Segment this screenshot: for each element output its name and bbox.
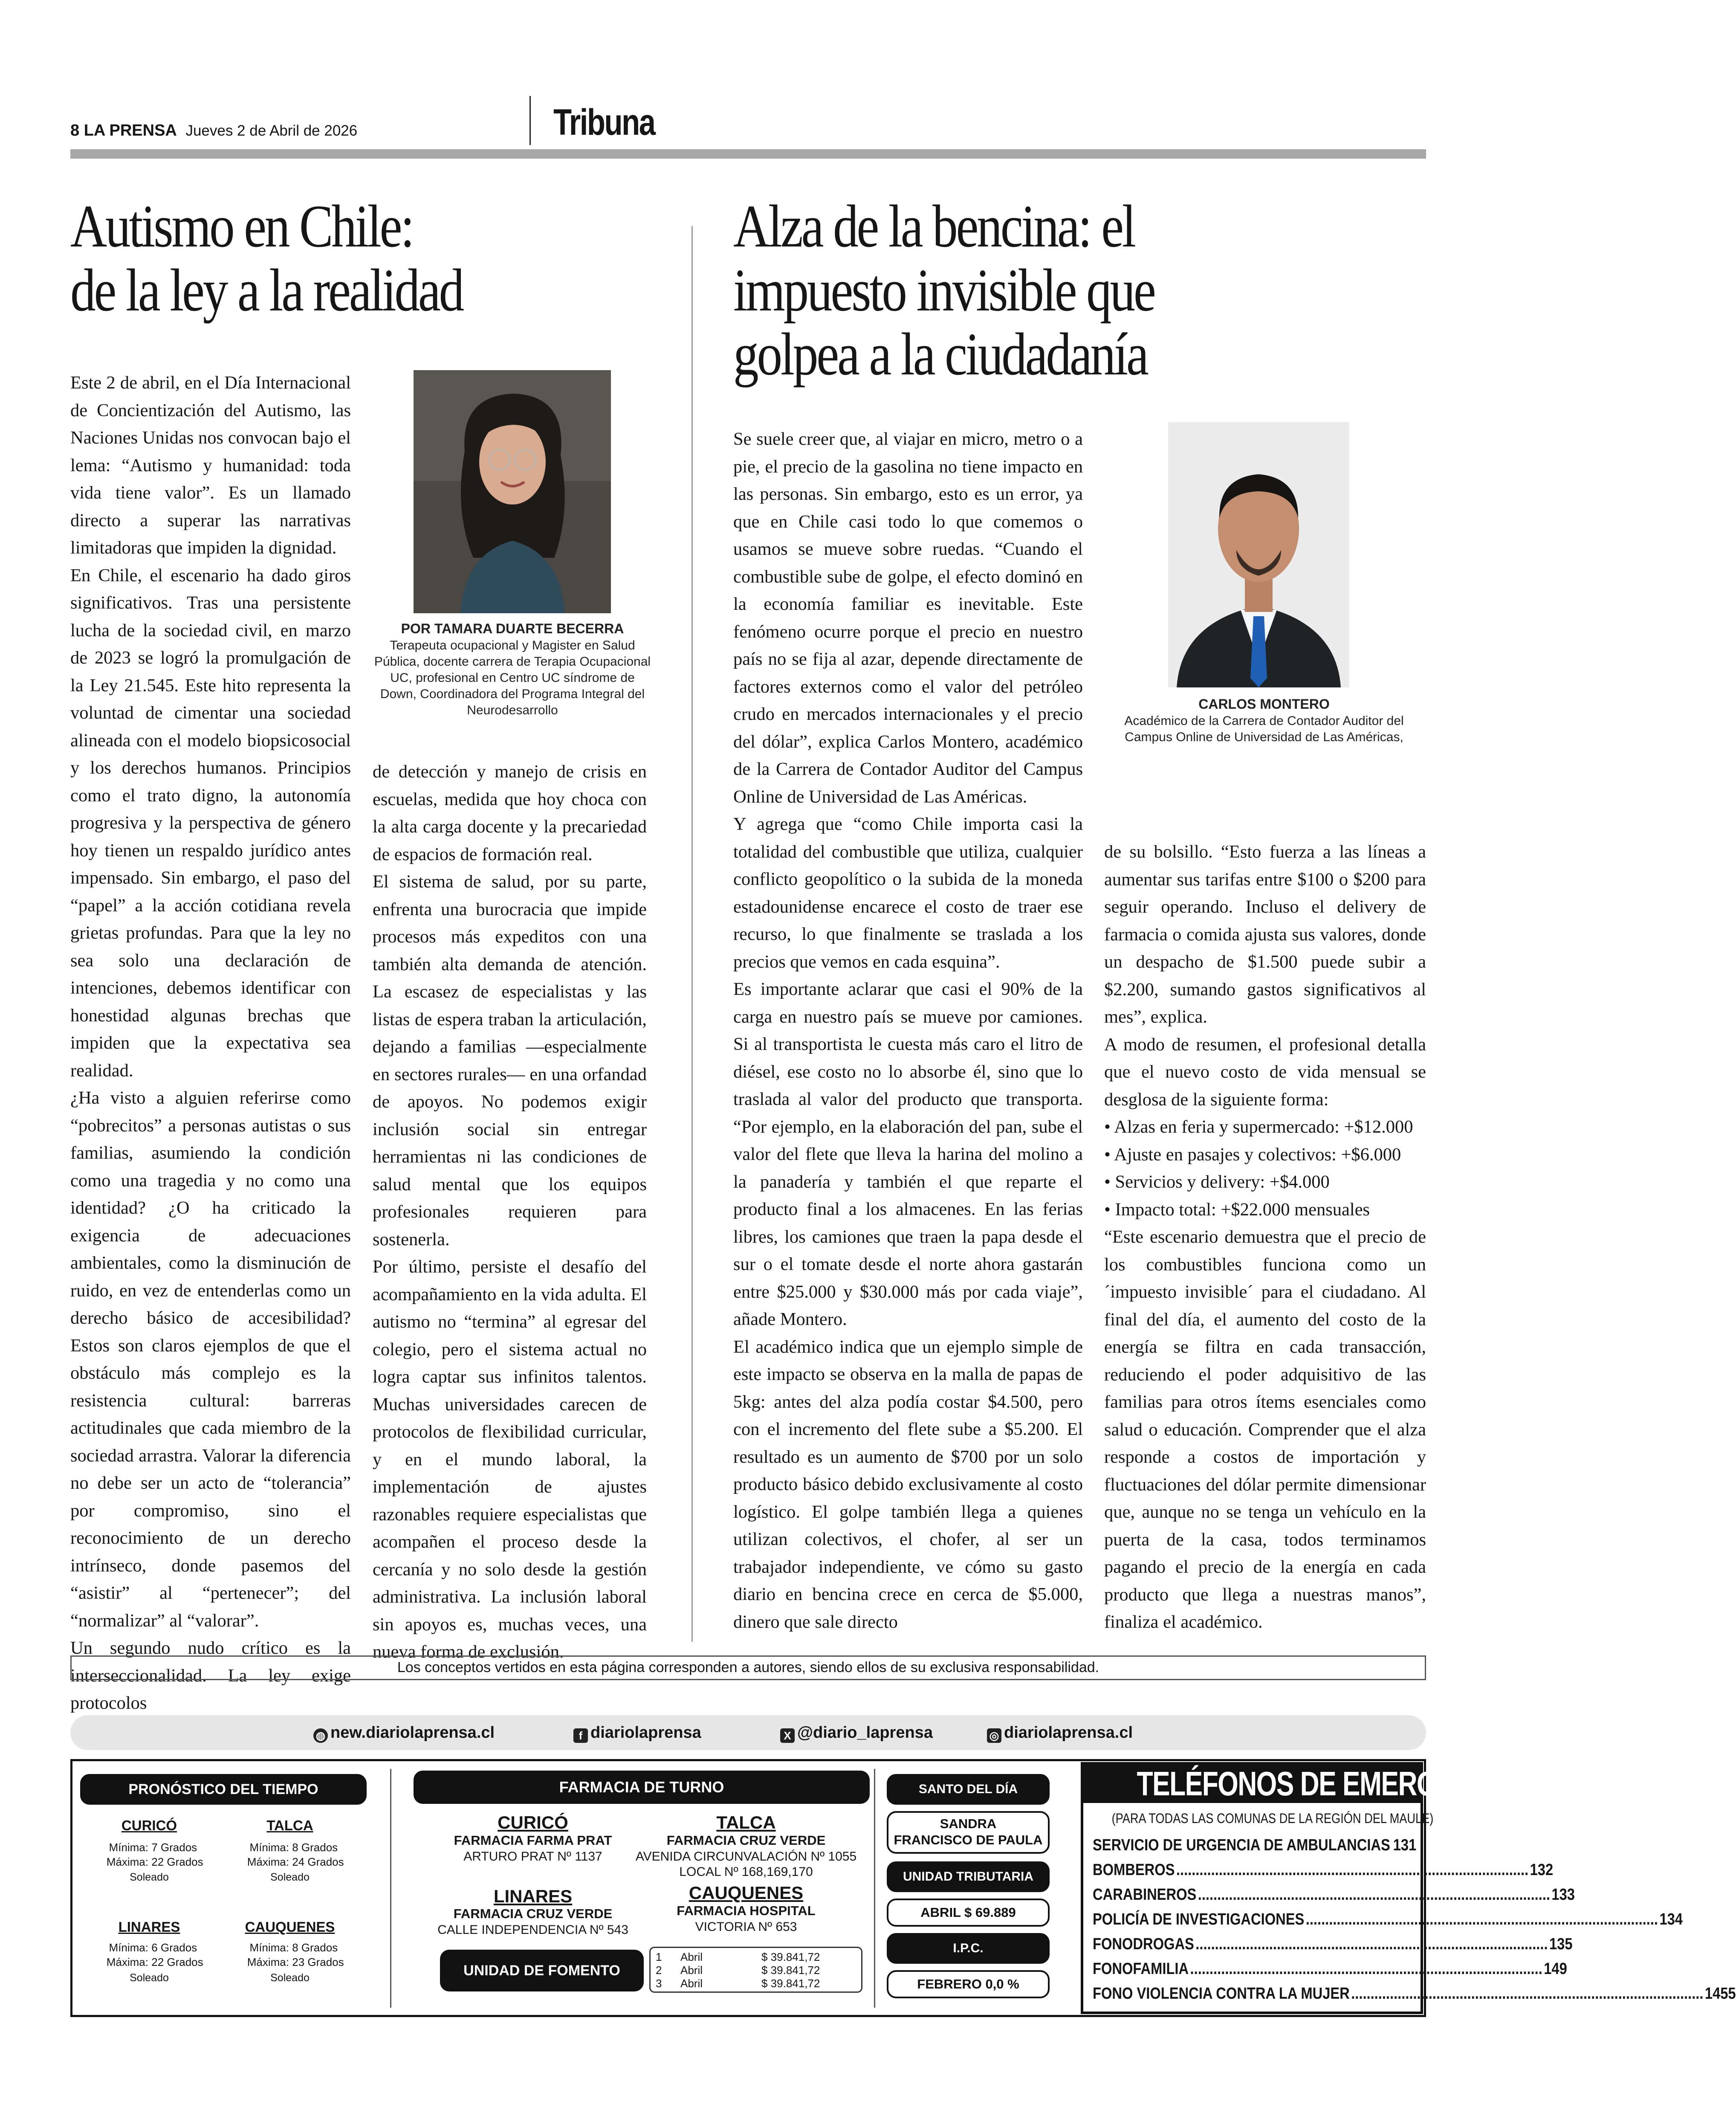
- emergency-number[interactable]: 131: [1393, 1836, 1417, 1854]
- emergency-label: FONO VIOLENCIA CONTRA LA MUJER: [1093, 1985, 1350, 2003]
- max-temp: 23 Grados: [292, 1956, 344, 1968]
- social-instagram[interactable]: [987, 1724, 1133, 1743]
- pharmacy-address: AVENIDA CIRCUNVALACIÓN Nº 1055: [635, 1849, 857, 1864]
- author-name: CARLOS MONTERO: [1198, 696, 1330, 712]
- max-label: Máxima:: [247, 1855, 289, 1868]
- saint-name-line: SANDRA: [940, 1816, 997, 1831]
- weather-temps: [239, 1840, 344, 1869]
- weather-city: CURICÓ: [121, 1817, 177, 1833]
- paragraph: En Chile, el escenario ha dado giros significativos. Tras una persistente lucha de la sociedad civil, en marzo de 2023 se logró la promulgación de la Ley 21.545. Este hito representa la voluntad de cimentar una sociedad alineada con el modelo biopsicosocial y los derechos humanos. Principios como el trato digno, la autonomía progresiva y la perspectiva de género hoy tienen un respaldo jurídico antes impensado. Sin embargo, el paso del “papel” a la acción cotidiana revela grietas profundas. Para que la ley no sea solo una declaración de intenciones, debemos identificar con honestidad algunas brechas que impiden que la expectativa sea realidad.: [70, 565, 351, 1081]
- emergency-number[interactable]: 132: [1530, 1861, 1554, 1879]
- weather-temps: [98, 1940, 203, 1969]
- max-temp: 24 Grados: [292, 1855, 344, 1868]
- max-temp: 22 Grados: [151, 1855, 203, 1868]
- divider: [874, 1769, 875, 2008]
- fomento-row: [656, 1977, 856, 1990]
- left-title-line: Autismo en Chile:: [70, 192, 413, 260]
- weather-sky: Soleado: [270, 1871, 310, 1883]
- emergency-title-text: TELÉFONOS DE EMERGENCIA: [1137, 1765, 1516, 1803]
- author-caption-carlos: [1102, 696, 1426, 745]
- min-temp: 8 Grados: [292, 1841, 338, 1854]
- fomento-month: Abril: [680, 1964, 703, 1977]
- min-temp: 8 Grados: [292, 1941, 338, 1954]
- fomento-title: UNIDAD DE FOMENTO: [440, 1950, 644, 1991]
- author-photo-tamara: [414, 370, 611, 613]
- emergency-label: FONOFAMILIA: [1093, 1960, 1189, 1978]
- bullet-item: • Impacto total: +$22.000 mensuales: [1104, 1199, 1370, 1220]
- weather-city: CAUQUENES: [245, 1919, 335, 1935]
- min-label: Mínima:: [109, 1941, 148, 1954]
- pharmacy-address: CALLE INDEPENDENCIA Nº 543: [437, 1923, 628, 1937]
- max-label: Máxima:: [106, 1956, 148, 1968]
- social-website[interactable]: [313, 1724, 495, 1743]
- column-divider: [692, 226, 693, 1642]
- emergency-row: [1093, 1882, 1575, 1907]
- pharmacy-address: LOCAL Nº 168,169,170: [679, 1865, 813, 1879]
- emergency-label: BOMBEROS: [1093, 1861, 1175, 1879]
- fomento-value: $ 39.841,72: [761, 1951, 820, 1963]
- paragraph: de detección y manejo de crisis en escuelas, medida que hoy choca con la alta carga docente y la precariedad de espacios de formación real.: [373, 762, 647, 864]
- ipc-title: I.P.C.: [887, 1933, 1050, 1964]
- page-number: 8: [70, 122, 80, 139]
- globe-icon: ◍: [313, 1728, 328, 1743]
- social-facebook[interactable]: [573, 1724, 701, 1743]
- website-label: new.diariolaprensa.cl: [330, 1724, 495, 1742]
- fomento-row: [656, 1951, 856, 1964]
- emergency-row: [1093, 1907, 1683, 1932]
- leader-dots: ...........................................................................................: [1176, 1861, 1529, 1879]
- emergency-label: FONODROGAS: [1093, 1935, 1194, 1953]
- bullet-item: • Alzas en feria y supermercado: +$12.000: [1104, 1117, 1413, 1137]
- emergency-number[interactable]: 1455: [1704, 1985, 1736, 2003]
- pharmacy-name: FARMACIA CRUZ VERDE: [453, 1906, 613, 1921]
- emergency-number[interactable]: 134: [1659, 1910, 1683, 1928]
- facebook-label: diariolaprensa: [590, 1724, 701, 1742]
- left-article-column-2: [373, 758, 647, 1666]
- section-title: Tribuna: [553, 102, 655, 143]
- fomento-table: [649, 1947, 862, 1993]
- author-bio: Terapeuta ocupacional y Magister en Salud Pública, docente carrera de Terapia Ocupacional UC, profesional en Centro UC síndrome de Down, Coordinadora del Programa Integral del Neurodesarrollo: [374, 638, 651, 717]
- leader-dots: ...........................................................................................: [1305, 1910, 1658, 1928]
- saint-title: SANTO DEL DÍA: [887, 1774, 1050, 1805]
- paragraph: Este 2 de abril, en el Día Internacional de Concientización del Autismo, las Naciones Unidas nos convocan bajo el lema: “Autismo y humanidad: toda vida tiene valor”. Es un llamado directo a superar las narrativas limitadoras que impiden la dignidad.: [70, 373, 351, 558]
- issue-date: Jueves 2 de Abril de 2026: [185, 122, 358, 139]
- emergency-phones: [1081, 1762, 1736, 2014]
- fomento-value: $ 39.841,72: [761, 1964, 820, 1977]
- emergency-number[interactable]: 133: [1551, 1886, 1575, 1904]
- author-photo-carlos: [1168, 422, 1349, 687]
- emergency-row: [1093, 1858, 1554, 1882]
- right-title-line: impuesto invisible que: [733, 256, 1154, 324]
- weather-city: LINARES: [118, 1919, 180, 1935]
- paragraph: Un segundo nudo crítico es la interseccionalidad. La ley exige protocolos: [70, 1638, 351, 1713]
- paragraph: Y agrega que “como Chile importa casi la totalidad del combustible que utiliza, cualquier conflicto geopolítico o la subida de la moneda estadounidense encarece el costo de traer ese recurso, lo que finalmente se traslada a los precios que vemos en cada esquina”.: [733, 814, 1083, 972]
- min-temp: 6 Grados: [151, 1941, 197, 1954]
- paragraph: ¿Ha visto a alguien referirse como “pobrecitos” a personas autistas o sus familias, asumiendo la condición como una tragedia y no como una identidad? ¿O ha criticado la exigencia de adecuaciones ambientales, como la disminución de ruido, en vez de entenderlas como un derecho básico de accesibilidad? Estos son claros ejemplos de que el obstáculo más complejo es la resistencia cultural: barreras actitudinales que cada miembro de la sociedad arrastra. Valorar la diferencia no debe ser un acto de “tolerancia” por compromiso, sino el reconocimiento de un derecho intrínseco, donde pasemos del “asistir” al “pertenecer”; del “normalizar” al “valorar”.: [70, 1088, 351, 1631]
- leader-dots: ...........................................................................................: [1195, 1935, 1548, 1953]
- paragraph: Por último, persiste el desafío del acompañamiento en la vida adulta. El autismo no “termina” al egresar del colegio, pero el sistema actual no logra captar sus infinitos talentos. Muchas universidades carecen de protocolos de flexibilidad curricular, y en el mundo laboral, la implementación de ajustes razonables requiere especialistas que acompañen el proceso desde la cercanía y no solo desde la gestión administrativa. La inclusión laboral sin apoyos es, muchas veces, una nueva forma de exclusión.: [373, 1257, 647, 1662]
- newspaper-name: LA PRENSA: [84, 122, 177, 139]
- paragraph: Se suele creer que, al viajar en micro, metro o a pie, el precio de la gasolina no tiene impacto en las personas. Sin embargo, esto es un error, ya que en Chile casi todo lo que comemos o usamos se mueve sobre ruedas. “Cuando el combustible sube de golpe, el efecto dominó en la economía familiar es inevitable. Este fenómeno ocurre porque el precio en nuestro país no se fija al azar, depende directamente de factores externos como el valor del petróleo crudo en mercados internacionales y el precio del dólar”, explica Carlos Montero, académico de la Carrera de Contador Auditor del Campus Online de Universidad de Las Américas.: [733, 429, 1083, 807]
- left-article-column-1: [70, 369, 351, 1717]
- facebook-icon: f: [573, 1728, 588, 1743]
- paragraph: El académico indica que un ejemplo simple de este impacto se observa en la malla de papas de 5kg: antes del alza podía costar $4.500, pero con el incremento del flete sube a $5.200. El resultado es un aumento de $700 por un solo producto básico debido exclusivamente al costo logístico. El golpe también llega a quienes utilizan colectivos, el chofer, al ser un trabajador independiente, ve cómo su gasto diario en bencina crece en cerca de $5.000, dinero que sale directo: [733, 1336, 1083, 1632]
- fomento-month: Abril: [680, 1951, 703, 1963]
- emergency-subtitle: [1083, 1811, 1434, 1826]
- weather-city: TALCA: [266, 1817, 313, 1833]
- right-article-title: [733, 194, 1154, 386]
- min-label: Mínima:: [249, 1841, 289, 1854]
- max-temp: 22 Grados: [151, 1956, 203, 1968]
- ipc-value: FEBRERO 0,0 %: [887, 1970, 1050, 1998]
- pharmacy-address: ARTURO PRAT Nº 1137: [463, 1849, 602, 1864]
- pharmacy-address: VICTORIA Nº 653: [695, 1920, 797, 1934]
- bullet-item: • Ajuste en pasajes y colectivos: +$6.000: [1104, 1144, 1401, 1165]
- fomento-day: 1: [656, 1951, 662, 1963]
- divider: [390, 1769, 391, 2008]
- leader-dots: ...........................................................................................: [1190, 1960, 1542, 1978]
- emergency-number[interactable]: 135: [1549, 1935, 1573, 1953]
- author-name: POR TAMARA DUARTE BECERRA: [401, 621, 624, 636]
- pharmacy-city: TALCA: [716, 1812, 776, 1832]
- emergency-label: POLICÍA DE INVESTIGACIONES: [1093, 1910, 1305, 1928]
- right-title-line: golpea a la ciudadanía: [733, 320, 1147, 388]
- disclaimer: Los conceptos vertidos en esta página corresponden a autores, siendo ellos de su exclusiva responsabilidad.: [70, 1655, 1426, 1680]
- pharmacy-city: CURICÓ: [498, 1812, 568, 1832]
- pharmacy-city: LINARES: [493, 1886, 573, 1906]
- emergency-row: [1093, 1957, 1567, 1981]
- min-label: Mínima:: [249, 1941, 289, 1954]
- saint-name: [887, 1811, 1050, 1854]
- leader-dots: ...........................................................................................: [1351, 1985, 1704, 2003]
- social-x[interactable]: [780, 1724, 933, 1743]
- emergency-row: [1093, 1932, 1573, 1957]
- left-title-line: de la ley a la realidad: [70, 256, 463, 324]
- fomento-day: 3: [656, 1977, 662, 1990]
- header-rule: [70, 149, 1426, 159]
- leader-dots: ...........................................................................................: [1198, 1886, 1550, 1904]
- page-header: [70, 122, 357, 140]
- utm-value: ABRIL $ 69.889: [887, 1899, 1050, 1927]
- fomento-month: Abril: [680, 1977, 703, 1990]
- right-article-column-2: [1104, 838, 1426, 1636]
- emergency-row: [1093, 1981, 1736, 2006]
- paragraph: El sistema de salud, por su parte, enfrenta una burocracia que impide procesos más expeditos con una también alta demanda de atención. La escasez de especialistas y las listas de espera traban la articulación, dejando a familias —especialmente en sectores rurales— en una orfandad de apoyos. No podemos exigir inclusión social sin entregar herramientas ni las condiciones de salud mental que los equipos profesionales requieren para sostenerla.: [373, 872, 647, 1249]
- max-label: Máxima:: [247, 1956, 289, 1968]
- paragraph: A modo de resumen, el profesional detalla que el nuevo costo de vida mensual se desglosa de la siguiente forma:: [1104, 1034, 1426, 1110]
- pharmacy-city: CAUQUENES: [689, 1883, 804, 1903]
- x-label: @diario_laprensa: [797, 1724, 933, 1742]
- social-bar: [70, 1715, 1426, 1750]
- emergency-label: CARABINEROS: [1093, 1886, 1197, 1904]
- emergency-subtitle-text: (PARA TODAS LAS COMUNAS DE LA REGIÓN DEL MAULE): [1111, 1811, 1434, 1826]
- right-title-line: Alza de la bencina: el: [733, 192, 1134, 260]
- weather-title: PRONÓSTICO DEL TIEMPO: [80, 1774, 367, 1805]
- paragraph: “Este escenario demuestra que el precio de los combustibles funciona como un ´impuesto invisible´ para el ciudadano. Al final del día, el aumento del costo de la energía se filtra en cada transacción, reduciendo el poder adquisitivo de las familias para otros ítems esenciales como salud o educación. Comprender que el alza responde a costos de importación y fluctuaciones del dólar permite dimensionar que, aunque no se tenga un vehículo en la puerta de la casa, todos terminamos pagando el precio de la energía en cada producto que llega a nuestras manos”, finaliza el académico.: [1104, 1227, 1426, 1632]
- fomento-value: $ 39.841,72: [761, 1977, 820, 1990]
- pharmacy-name: FARMACIA FARMA PRAT: [454, 1833, 612, 1848]
- author-bio: Académico de la Carrera de Contador Auditor del Campus Online de Universidad de Las Américas,: [1124, 714, 1404, 744]
- weather-sky: Soleado: [130, 1871, 169, 1883]
- author-caption-tamara: [372, 620, 653, 719]
- fomento-row: [656, 1964, 856, 1977]
- pharmacy-name: FARMACIA CRUZ VERDE: [666, 1833, 826, 1848]
- weather-temps: [98, 1840, 203, 1869]
- instagram-label: diariolaprensa.cl: [1004, 1724, 1133, 1742]
- emergency-label: SERVICIO DE URGENCIA DE AMBULANCIAS: [1093, 1836, 1390, 1854]
- left-article-title: [70, 194, 463, 322]
- x-icon: X: [780, 1728, 795, 1743]
- weather-sky: Soleado: [130, 1972, 169, 1984]
- right-article-column-1: [733, 426, 1083, 1636]
- max-label: Máxima:: [106, 1855, 148, 1868]
- bullet-item: • Servicios y delivery: +$4.000: [1104, 1172, 1330, 1192]
- header-divider: [529, 96, 531, 145]
- fomento-day: 2: [656, 1964, 662, 1977]
- min-label: Mínima:: [109, 1841, 148, 1854]
- weather-sky: Soleado: [270, 1972, 310, 1984]
- saint-name-line: FRANCISCO DE PAULA: [894, 1832, 1043, 1847]
- emergency-number[interactable]: 149: [1544, 1960, 1567, 1978]
- instagram-icon: ◎: [987, 1728, 1001, 1743]
- pharmacy-title: FARMACIA DE TURNO: [414, 1771, 870, 1804]
- paragraph: Es importante aclarar que casi el 90% de la carga en nuestro país se mueve por camiones. Si al transportista le cuesta más caro el litro de diésel, ese costo no lo absorbe él, sino que lo traslada al valor del producto que transporta. “Por ejemplo, en la elaboración del pan, sube el valor del flete que lleva la harina del molino a la panadería y también el que reparte el producto final a los almacenes. En las ferias libres, los camiones que traen la papa desde el sur o el tomate desde el norte ahora gastarán entre $25.000 y $30.000 más por cada viaje”, añade Montero.: [733, 979, 1083, 1329]
- paragraph: de su bolsillo. “Esto fuerza a las líneas a aumentar sus tarifas entre $100 o $200 para seguir operando. Incluso el delivery de farmacia o comida ajusta sus valores, donde un despacho de $1.500 puede subir a $2.200, sumando gastos significativos al mes”, explica.: [1104, 842, 1426, 1027]
- weather-temps: [239, 1940, 344, 1969]
- pharmacy-name: FARMACIA HOSPITAL: [677, 1903, 816, 1918]
- emergency-row: [1093, 1833, 1417, 1858]
- emergency-title: [1083, 1765, 1516, 1803]
- utm-title: UNIDAD TRIBUTARIA: [887, 1861, 1050, 1892]
- min-temp: 7 Grados: [151, 1841, 197, 1854]
